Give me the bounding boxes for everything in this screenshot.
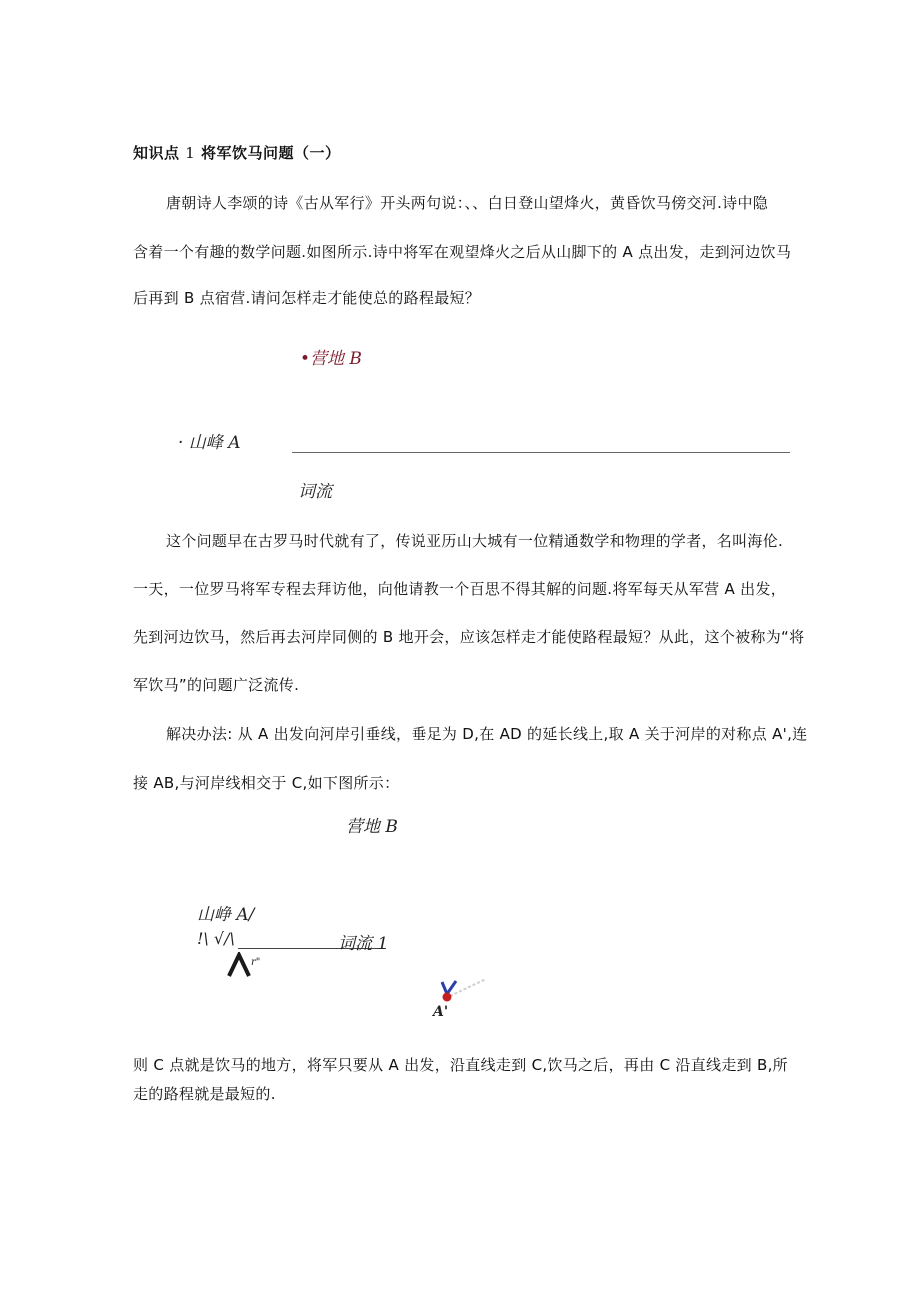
river-label-2: 词流 1 — [338, 934, 389, 954]
paragraph-3-line-1: 解决办法: 从 A 出发向河岸引垂线，垂足为 D,在 AD 的延长线上,取 A 关于河岸的对称点 A',连 — [166, 725, 808, 743]
paragraph-4-line-1: 则 C 点就是饮马的地方，将军只要从 A 出发，沿直线走到 C,饮马之后，再由 C 沿直线走到 B,所 — [133, 1056, 788, 1074]
paragraph-2-line-2: 一天，一位罗马将军专程去拜访他，向他请教一个百思不得其解的问题.将军每天从军营 A 出发， — [133, 580, 787, 598]
paragraph-1-line-3: 后再到 B 点宿营.请问怎样走才能使总的路程最短？ — [133, 289, 481, 307]
paragraph-2-line-4: 军饮马”的问题广泛流传. — [133, 676, 300, 694]
section-heading — [133, 142, 341, 163]
camp-b-label: •营地 B — [300, 349, 362, 369]
paragraph-1-line-2: 含着一个有趣的数学问题.如图所示.诗中将军在观望烽火之后从山脚下的 A 点出发，走到河边饮马 — [133, 243, 792, 261]
paragraph-2-line-1: 这个问题早在古罗马时代就有了，传说亚历山大城有一位精通数学和物理的学者，名叫海伦. — [166, 532, 784, 550]
heading-title: 将军饮马问题（一） — [201, 144, 341, 162]
paragraph-2-line-3: 先到河边饮马，然后再去河岸同侧的 B 地开会，应该怎样走才能使路程最短？从此，这个被称为“将 — [133, 628, 805, 646]
heading-number: 1 — [185, 144, 196, 162]
mountain-a-label-2: 山峥 A/ — [197, 905, 255, 925]
paragraph-3-line-2: 接 AB,与河岸线相交于 C,如下图所示： — [133, 774, 400, 792]
point-marks: !\ √/\ — [197, 929, 235, 948]
mountain-a-label: · 山峰 A — [178, 433, 241, 453]
small-mark: r" — [251, 957, 261, 968]
river-line — [292, 452, 790, 453]
heading-prefix: 知识点 — [133, 144, 180, 162]
reflection-point-label: A' — [433, 1004, 449, 1020]
camp-b-label-2: 营地 B — [346, 817, 398, 837]
paragraph-4-line-2: 走的路程就是最短的. — [133, 1085, 276, 1103]
river-label: 词流 — [298, 482, 332, 502]
paragraph-1-line-1: 唐朝诗人李颂的诗《古从军行》开头两句说：、、白日登山望烽火，黄昏饮马傍交河.诗中隐 — [166, 194, 769, 212]
